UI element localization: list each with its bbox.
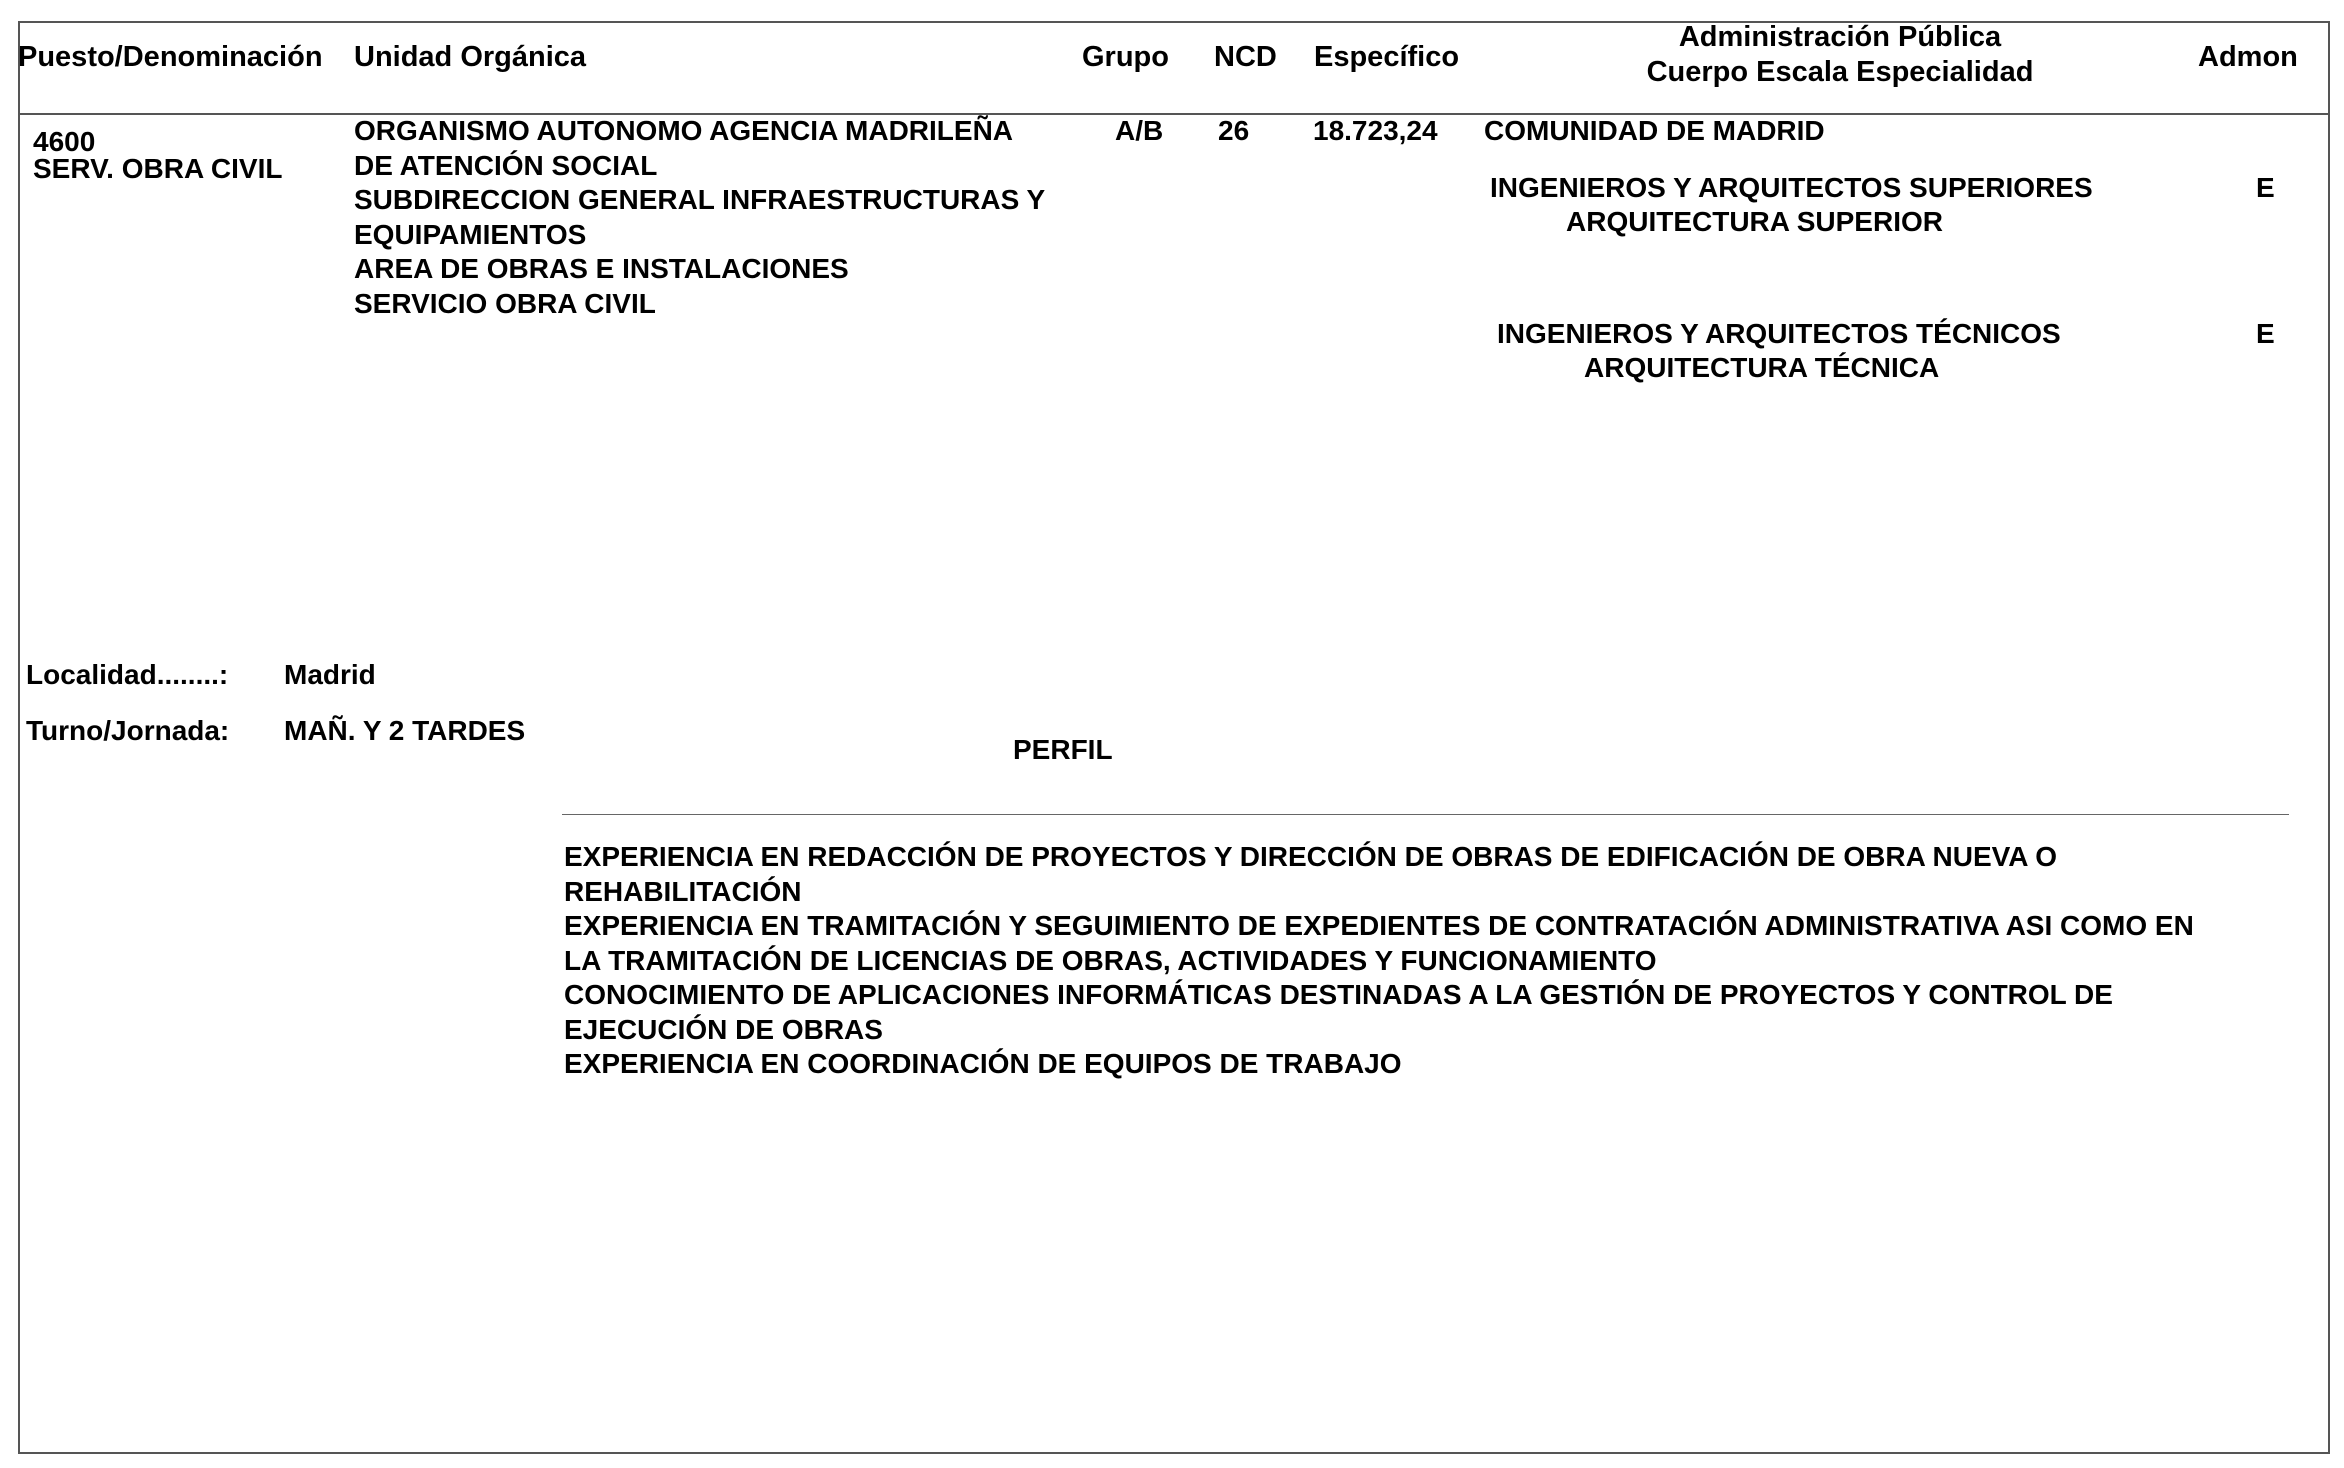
perfil-title: PERFIL <box>1013 734 1113 765</box>
especifico-value: 18.723,24 <box>1313 115 1438 146</box>
cuerpo-1: INGENIEROS Y ARQUITECTOS SUPERIORES <box>1490 172 2093 203</box>
unidad-line: SUBDIRECCION GENERAL INFRAESTRUCTURAS Y <box>354 184 1046 215</box>
perfil-divider <box>562 814 2289 815</box>
admon-2: E <box>2256 318 2275 349</box>
header-administracion: Administración Pública <box>1678 21 2002 53</box>
perfil-line: REHABILITACIÓN <box>564 875 802 907</box>
perfil-line: EXPERIENCIA EN COORDINACIÓN DE EQUIPOS DE TRABAJO <box>564 1048 1402 1079</box>
header-admon: Admon <box>2198 41 2298 73</box>
perfil-line: EJECUCIÓN DE OBRAS <box>564 1013 883 1045</box>
unidad-line: ORGANISMO AUTONOMO AGENCIA MADRILEÑA <box>354 115 1014 146</box>
admon-1: E <box>2256 172 2275 203</box>
turno-value: MAÑ. Y 2 TARDES <box>284 715 526 746</box>
unidad-line: EQUIPAMIENTOS <box>354 218 587 250</box>
localidad-label: Localidad........: <box>26 659 229 690</box>
turno-label: Turno/Jornada: <box>26 715 230 746</box>
perfil-line: CONOCIMIENTO DE APLICACIONES INFORMÁTICAS DESTINADAS A LA GESTIÓN DE PROYECTOS Y CONTROL DE <box>564 979 2113 1010</box>
unidad-line: SERVICIO OBRA CIVIL <box>354 287 656 319</box>
unidad-organica <box>354 114 1045 321</box>
localidad-value: Madrid <box>284 659 376 690</box>
administracion-value: COMUNIDAD DE MADRID <box>1484 115 1825 146</box>
perfil-line: EXPERIENCIA EN REDACCIÓN DE PROYECTOS Y DIRECCIÓN DE OBRAS DE EDIFICACIÓN DE OBRA NUEVA O <box>564 841 2058 872</box>
perfil-line: EXPERIENCIA EN TRAMITACIÓN Y SEGUIMIENTO DE EXPEDIENTES DE CONTRATACIÓN ADMINISTRATIVA ASI COMO EN <box>564 910 2194 941</box>
cuerpo-2: INGENIEROS Y ARQUITECTOS TÉCNICOS <box>1497 318 2061 349</box>
perfil-text <box>564 840 2194 1082</box>
header-ncd: NCD <box>1214 41 1277 73</box>
unidad-line: AREA DE OBRAS E INSTALACIONES <box>354 253 849 284</box>
header-unidad: Unidad Orgánica <box>354 41 587 73</box>
header-cuerpo-escala: Cuerpo Escala Especialidad <box>1646 56 2034 88</box>
ncd-value: 26 <box>1218 115 1250 146</box>
especialidad-1: ARQUITECTURA SUPERIOR <box>1566 206 1943 237</box>
perfil-line: LA TRAMITACIÓN DE LICENCIAS DE OBRAS, ACTIVIDADES Y FUNCIONAMIENTO <box>564 944 1657 976</box>
grupo-value: A/B <box>1115 115 1164 146</box>
especialidad-2: ARQUITECTURA TÉCNICA <box>1584 352 1940 383</box>
puesto-denominacion: SERV. OBRA CIVIL <box>33 153 283 184</box>
unidad-line: DE ATENCIÓN SOCIAL <box>354 149 658 181</box>
puesto-code: 4600 <box>33 126 96 157</box>
header-puesto: Puesto/Denominación <box>18 41 323 73</box>
header-especifico: Específico <box>1314 41 1460 73</box>
header-grupo: Grupo <box>1082 41 1169 73</box>
